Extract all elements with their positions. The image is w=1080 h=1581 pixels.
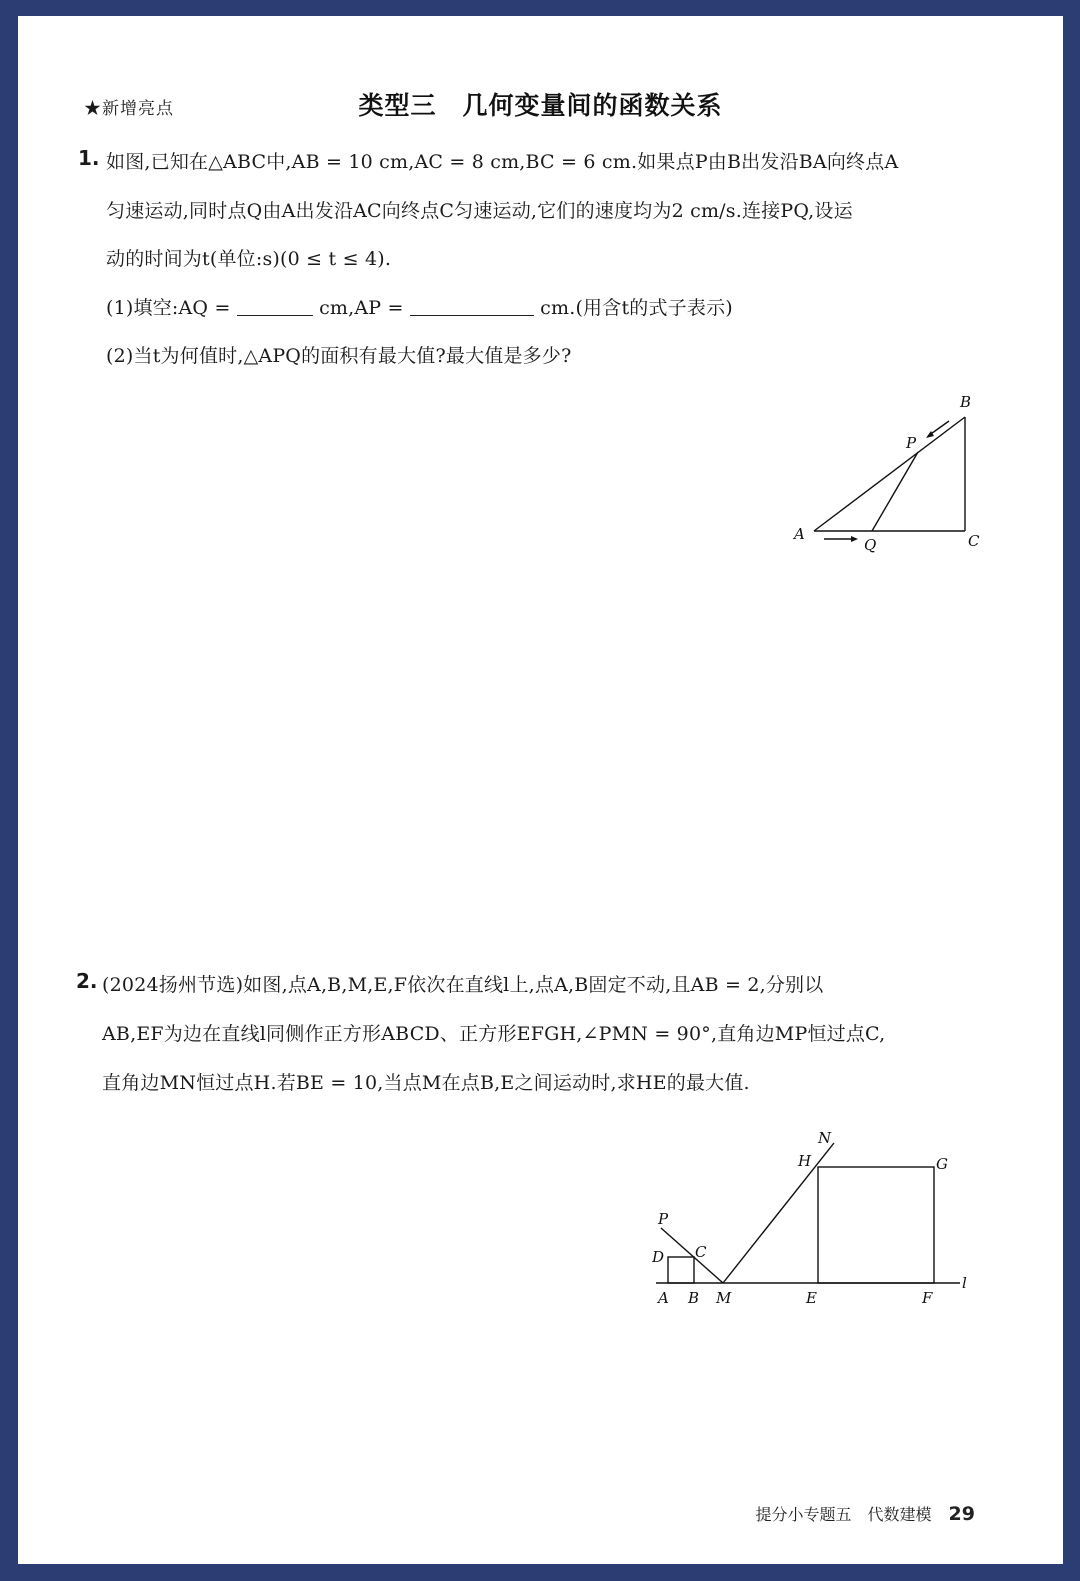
q1-line3: 动的时间为t(单位:s)(0 ≤ t ≤ 4). [106,248,392,270]
label-g: G [936,1155,948,1173]
label-n: N [818,1129,832,1147]
arrow-q-head [851,536,858,542]
page [18,16,1063,1564]
label-b2: B [688,1289,700,1307]
label-h: H [798,1152,812,1170]
label-p: P [906,434,917,452]
q1-triangle-figure [778,386,1008,566]
q2-line2: AB,EF为边在直线l同侧作正方形ABCD、正方形EFGH,∠PMN = 90°,直角边MP恒过点C, [102,1023,886,1045]
label-m: M [716,1289,732,1307]
label-q: Q [864,536,877,554]
q1-part1 [106,293,733,320]
q1-part1-text-b: cm,AP = [319,297,404,319]
q1-line1: 如图,已知在△ABC中,AB = 10 cm,AC = 8 cm,BC = 6 cm.如果点P由B出发沿BA向终点A [106,151,899,173]
ray-mp [661,1228,723,1283]
segment-pq [872,452,918,531]
q1-ap-blank[interactable] [410,299,534,316]
label-c2: C [695,1243,707,1261]
label-a2: A [658,1289,669,1307]
page-number: 29 [948,1503,975,1525]
q2-number: 2. [76,969,98,993]
label-p2: P [658,1210,669,1228]
label-l: l [962,1274,967,1292]
label-c: C [968,532,980,550]
label-e: E [806,1289,817,1307]
footer-section: 提分小专题五 代数建模 [755,1505,932,1524]
square-efgh [818,1167,934,1283]
label-b: B [960,393,972,411]
q1-part1-text-c: cm.(用含t的式子表示) [540,297,733,319]
q1-aq-blank[interactable] [237,299,313,316]
q2-squares-figure [638,1126,988,1326]
square-abcd [668,1257,694,1283]
segment-ab [814,417,965,531]
page-footer [755,1502,975,1525]
q1-line2: 匀速运动,同时点Q由A出发沿AC向终点C匀速运动,它们的速度均为2 cm/s.连接PQ,设运 [106,200,853,222]
q1-part2: (2)当t为何值时,△APQ的面积有最大值?最大值是多少? [106,345,572,367]
new-highlight-tag: ★新增亮点 [84,99,174,119]
label-d: D [652,1248,665,1266]
label-f: F [922,1289,933,1307]
q2-line3: 直角边MN恒过点H.若BE = 10,当点M在点B,E之间运动时,求HE的最大值. [102,1072,750,1094]
label-a: A [794,525,805,543]
q1-part1-text-a: (1)填空:AQ = [106,297,231,319]
q2-line1: (2024扬州节选)如图,点A,B,M,E,F依次在直线l上,点A,B固定不动,且AB = 2,分别以 [102,974,824,996]
section-title: 类型三 几何变量间的函数关系 [358,91,723,120]
q1-number: 1. [78,146,100,170]
